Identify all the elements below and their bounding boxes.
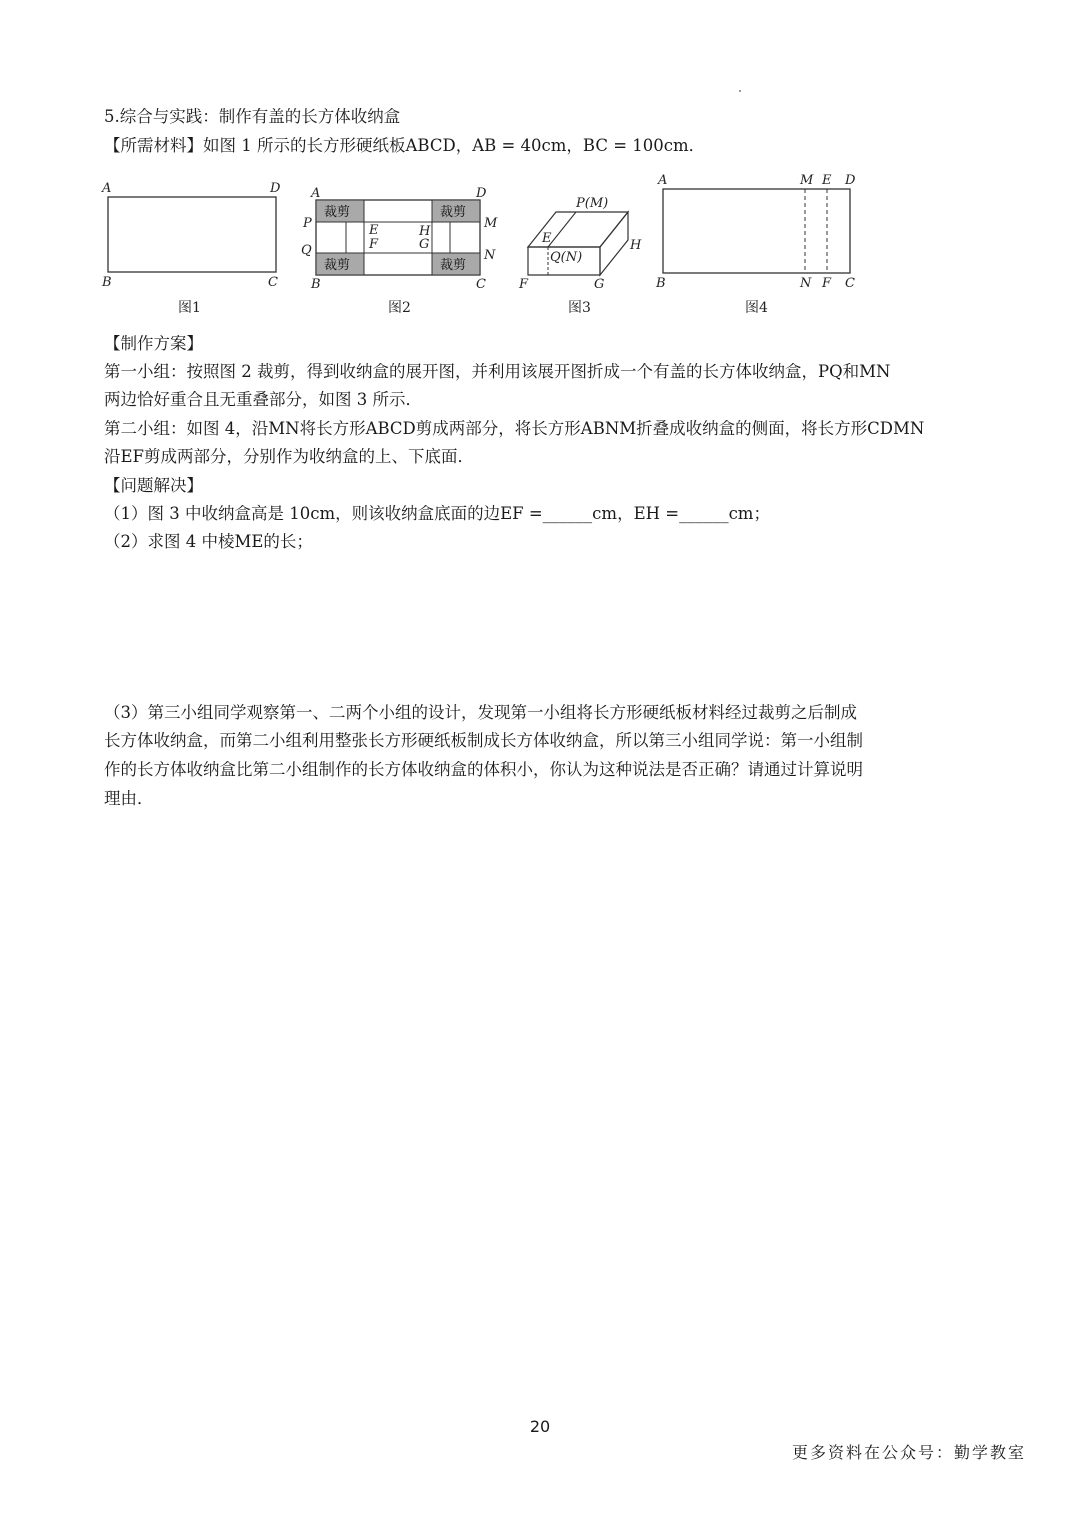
fig2-label-q: Q xyxy=(301,243,312,258)
question-2: （2）求图 4 中棱ME的长； xyxy=(104,532,313,551)
fig4-label-e: E xyxy=(822,173,832,188)
fig3-caption: 图3 xyxy=(568,300,591,316)
fig1-label-b: B xyxy=(102,275,112,290)
fig3-label-h: H xyxy=(630,238,642,253)
fig4-label-m: M xyxy=(800,173,814,188)
fig4-label-d: D xyxy=(845,173,856,188)
question-3-line-4: 理由． xyxy=(104,789,154,808)
fig4-label-f: F xyxy=(822,276,832,291)
fig4-rectangle xyxy=(663,189,850,273)
figure-4 xyxy=(650,168,870,320)
fig2-label-h: H xyxy=(419,224,431,239)
fig4-label-c: C xyxy=(845,276,855,291)
speck-mark xyxy=(739,90,741,92)
question-3-line-3: 作的长方体收纳盒比第二小组制作的长方体收纳盒的体积小，你认为这种说法是否正确？请通过计算说明 xyxy=(104,760,863,779)
fig1-label-d: D xyxy=(270,181,281,196)
fig2-label-b: B xyxy=(311,277,321,292)
figure-1 xyxy=(96,175,296,320)
fig2-label-c: C xyxy=(476,277,486,292)
fig2-cut-label: 裁剪 xyxy=(440,205,467,220)
fig1-rectangle xyxy=(108,197,276,272)
fig2-label-g: G xyxy=(419,237,430,252)
fig2-cut-label: 裁剪 xyxy=(440,258,467,273)
fig4-caption: 图4 xyxy=(745,300,768,316)
fig2-caption: 图2 xyxy=(388,300,411,316)
plan-line-2: 两边恰好重合且无重叠部分，如图 3 所示． xyxy=(104,390,422,409)
plan-line-3: 第二小组：如图 4，沿MN将长方形ABCD剪成两部分，将长方形ABNM折叠成收纳盒的侧面，将长方形CDMN xyxy=(104,419,925,438)
figure-2 xyxy=(298,180,508,320)
footer-note: 更多资料在公众号：勤学教室 xyxy=(791,1443,1026,1462)
fig2-label-n: N xyxy=(484,248,496,263)
fig4-label-n: N xyxy=(800,276,812,291)
fig3-label-pm: P(M) xyxy=(576,196,609,211)
materials-text: 【所需材料】如图 1 所示的长方形硬纸板ABCD，AB = 40cm，BC = 100cm． xyxy=(104,136,706,155)
problem-title: 5.综合与实践：制作有盖的长方体收纳盒 xyxy=(104,107,401,126)
fig3-label-g: G xyxy=(594,277,605,292)
question-3-line-1: （3）第三小组同学观察第一、二两个小组的设计，发现第一小组将长方形硬纸板材料经过裁剪之后制成 xyxy=(104,703,857,722)
question-3-line-2: 长方体收纳盒，而第二小组利用整张长方形硬纸板制成长方体收纳盒，所以第三小组同学说：第一小组制 xyxy=(104,731,863,750)
fig4-label-a: A xyxy=(658,173,668,188)
plan-line-4: 沿EF剪成两部分，分别作为收纳盒的上、下底面． xyxy=(104,447,474,466)
fig2-label-d: D xyxy=(476,186,487,201)
page-number: 20 xyxy=(529,1417,551,1436)
fig1-label-a: A xyxy=(102,181,112,196)
question-1: （1）图 3 中收纳盒高是 10cm，则该收纳盒底面的边EF =______cm，EH =______cm； xyxy=(104,504,770,523)
plan-line-1: 第一小组：按照图 2 裁剪，得到收纳盒的展开图，并利用该展开图折成一个有盖的长方体收纳盒，PQ和MN xyxy=(104,362,891,381)
fig2-cut-label: 裁剪 xyxy=(324,205,351,220)
solve-heading: 【问题解决】 xyxy=(104,476,203,495)
fig2-label-m: M xyxy=(484,216,498,231)
fig3-label-qn: Q(N) xyxy=(550,250,583,265)
plan-heading: 【制作方案】 xyxy=(104,334,203,353)
fig2-label-p: P xyxy=(303,216,312,231)
fig3-label-f: F xyxy=(519,277,529,292)
fig1-caption: 图1 xyxy=(178,300,201,316)
fig3-label-e: E xyxy=(542,231,552,246)
fig2-cut-label: 裁剪 xyxy=(324,258,351,273)
fig2-label-a: A xyxy=(311,186,321,201)
fig4-label-b: B xyxy=(656,276,666,291)
fig2-label-f: F xyxy=(369,237,379,252)
fig1-label-c: C xyxy=(268,275,278,290)
figure-3 xyxy=(512,188,652,320)
fig2-label-e: E xyxy=(369,223,379,238)
